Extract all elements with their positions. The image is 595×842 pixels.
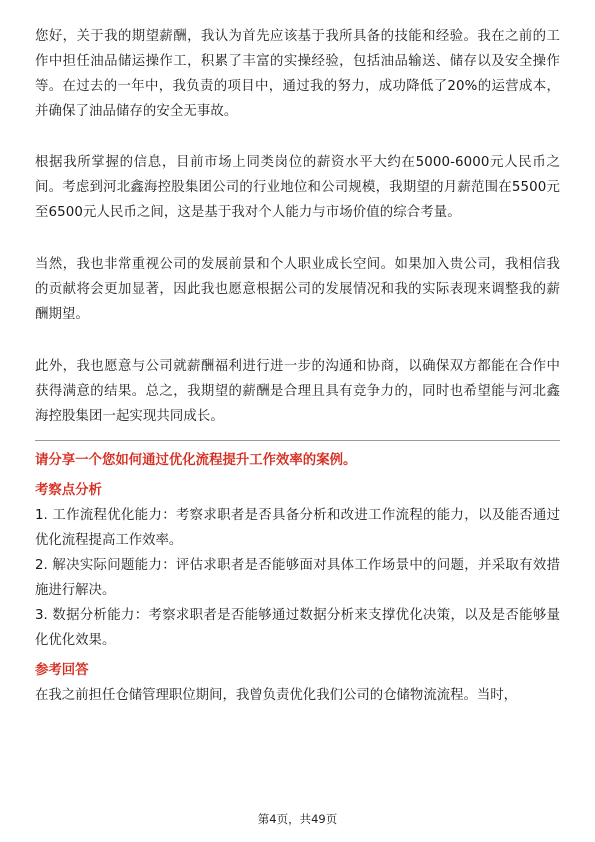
reference-heading: 参考回答	[35, 663, 89, 678]
document-page	[35, 24, 560, 708]
answer-paragraph-4: 此外，我也愿意与公司就薪酬福利进行进一步的沟通和协商，以确保双方都能在合作中获得满意的结果。总之，我期望的薪酬是合理且具有竞争力的，同时也希望能与河北鑫海控股集团一起实现共同成长。	[35, 359, 560, 424]
analysis-heading: 考察点分析	[35, 483, 102, 498]
interview-question: 请分享一个您如何通过优化流程提升工作效率的案例。	[35, 453, 357, 468]
page-number-footer: 第4页，共49页	[257, 812, 338, 826]
paragraph-spacer	[35, 327, 560, 354]
reference-answer-text: 在我之前担任仓储管理职位期间，我曾负责优化我们公司的仓储物流流程。当时，	[35, 688, 518, 703]
analysis-item-3: 3. 数据分析能力：考察求职者是否能够通过数据分析来支撑优化决策，以及是否能够量化优化效果。	[35, 608, 560, 648]
analysis-item-2: 2. 解决实际问题能力：评估求职者是否能够面对具体工作场景中的问题，并采取有效措施进行解决。	[35, 558, 560, 598]
section-divider	[35, 440, 560, 441]
answer-paragraph-1: 您好，关于我的期望薪酬，我认为首先应该基于我所具备的技能和经验。我在之前的工作中担任油品储运操作工，积累了丰富的实操经验，包括油品输送、储存以及安全操作等。在过去的一年中，我负责的项目中，通过我的努力，成功降低了20%的运营成本，并确保了油品储存的安全无事故。	[35, 29, 560, 119]
answer-paragraph-2: 根据我所掌握的信息，目前市场上同类岗位的薪资水平大约在5000-6000元人民币之间。考虑到河北鑫海控股集团公司的行业地位和公司规模，我期望的月薪范围在5500元至6500元人民币之间，这是基于我对个人能力与市场价值的综合考量。	[35, 155, 560, 220]
answer-paragraph-3: 当然，我也非常重视公司的发展前景和个人职业成长空间。如果加入贵公司，我相信我的贡献将会更加显著，因此我也愿意根据公司的发展情况和我的实际表现来调整我的薪酬期望。	[35, 257, 560, 322]
paragraph-spacer	[35, 124, 560, 150]
analysis-item-1: 1. 工作流程优化能力：考察求职者是否具备分析和改进工作流程的能力，以及能否通过优化流程提高工作效率。	[35, 508, 560, 548]
paragraph-spacer	[35, 225, 560, 252]
